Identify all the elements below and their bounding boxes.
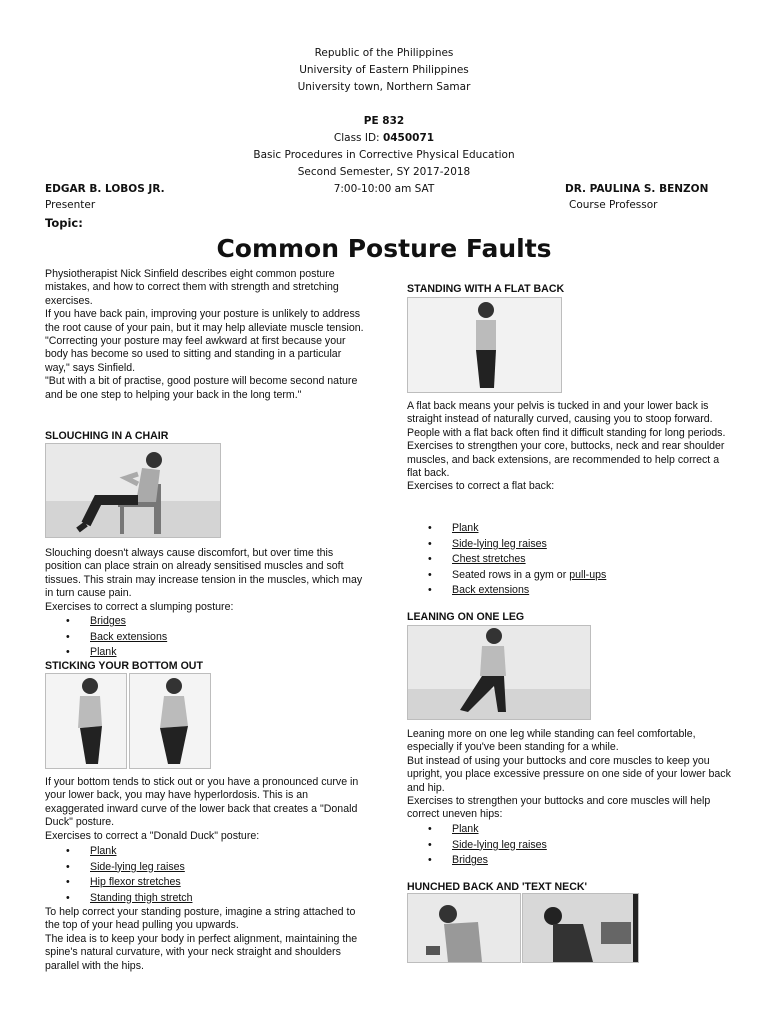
flat-back-text: A flat back means your pelvis is tucked in and your lower back is straight instead of naturally curved, causing you to stoop forward. <box>407 400 713 426</box>
one-leg-figure <box>408 626 590 719</box>
bottom-out-photo-1 <box>45 673 127 769</box>
bullet-icon: • <box>428 553 432 565</box>
slouching-heading: SLOUCHING IN A CHAIR <box>45 430 169 442</box>
bottom-out-figure-2 <box>130 674 210 768</box>
posture-tip-block <box>45 906 365 973</box>
one-leg-text-block <box>407 728 732 822</box>
exercise-link[interactable]: Chest stretches <box>452 553 526 565</box>
list-item <box>407 568 732 584</box>
slouching-exercise-list <box>45 614 365 661</box>
exercise-link[interactable]: Side-lying leg raises <box>90 860 185 873</box>
exercise-link[interactable]: Plank <box>90 646 117 658</box>
hunched-figure-1 <box>408 894 520 962</box>
exercise-link[interactable]: Side-lying leg raises <box>452 537 547 550</box>
hunched-heading: HUNCHED BACK AND 'TEXT NECK' <box>407 881 588 893</box>
one-leg-text: Exercises to strengthen your buttocks and core muscles will help correct uneven hips: <box>407 795 711 821</box>
bottom-out-text-block <box>45 776 365 843</box>
hunched-photo-2 <box>522 893 639 963</box>
exercise-link[interactable]: Side-lying leg raises <box>452 838 547 851</box>
bullet-icon: • <box>428 854 432 866</box>
exercise-link[interactable]: Plank <box>452 522 479 534</box>
pull-ups-link[interactable]: pull-ups <box>569 568 607 581</box>
exercise-text: Seated rows in a gym or <box>452 568 570 581</box>
list-item <box>45 875 365 891</box>
list-item <box>407 838 732 854</box>
exercise-link[interactable]: Plank <box>452 823 479 835</box>
bottom-out-photo-2 <box>129 673 211 769</box>
intro-paragraph: If you have back pain, improving your posture is unlikely to address the root cause of your pain, but it may help alleviate muscle tension. <box>45 308 364 334</box>
slouching-photo <box>45 443 221 538</box>
bullet-icon: • <box>66 845 70 857</box>
course-title: Basic Procedures in Corrective Physical Education <box>253 149 515 161</box>
slouching-exercises-intro: Exercises to correct a slumping posture: <box>45 600 234 613</box>
intro-block <box>45 268 365 402</box>
bottom-out-exercises-intro: Exercises to correct a "Donald Duck" posture: <box>45 829 260 842</box>
bullet-icon: • <box>428 838 432 851</box>
bullet-icon: • <box>428 537 432 550</box>
bullet-icon: • <box>66 860 70 873</box>
flat-back-heading: STANDING WITH A FLAT BACK <box>407 283 565 295</box>
intro-paragraph: "Correcting your posture may feel awkward at first because your body has become so used to sitting and standing in a particular way," says Sinfield. <box>45 335 346 374</box>
professor-name: DR. PAULINA S. BENZON <box>565 183 709 195</box>
topic-label: Topic: <box>45 216 83 230</box>
hunched-photo-1 <box>407 893 521 963</box>
list-item <box>45 614 365 630</box>
intro-paragraph: "But with a bit of practise, good posture will become second nature and be one step to helping your back in the long term." <box>45 375 358 401</box>
slouching-text-block <box>45 547 365 614</box>
list-item <box>45 891 365 907</box>
list-item <box>45 860 365 876</box>
slouching-text: Slouching doesn't always cause discomfort, but over time this position can place strain on already sensitised muscles and soft tissues. This strain may increase tension in the muscles, which may in turn cause pain. <box>45 547 363 600</box>
flat-back-photo <box>407 297 562 393</box>
bullet-icon: • <box>428 522 432 534</box>
exercise-link[interactable]: Plank <box>90 845 117 857</box>
list-item <box>407 583 732 599</box>
bullet-icon: • <box>428 584 432 596</box>
address-line: University town, Northern Samar <box>297 81 471 93</box>
exercise-link[interactable]: Bridges <box>90 615 126 627</box>
hunched-figure-2 <box>523 894 638 962</box>
class-id-value: 0450071 <box>382 132 435 144</box>
one-leg-text: Leaning more on one leg while standing can feel comfortable, especially if you've been standing for a while. <box>407 728 696 754</box>
class-id <box>0 132 768 144</box>
list-item <box>407 853 732 869</box>
intro-paragraph: Physiotherapist Nick Sinfield describes eight common posture mistakes, and how to correct them with strength and stretching exercises. <box>45 268 339 307</box>
university-line: University of Eastern Philippines <box>299 64 469 76</box>
flat-back-figure <box>408 298 561 392</box>
list-item <box>407 537 732 553</box>
slouching-figure <box>46 444 220 537</box>
list-item <box>45 844 365 860</box>
list-item <box>407 822 732 838</box>
bullet-icon: • <box>428 823 432 835</box>
republic-line: Republic of the Philippines <box>314 47 454 59</box>
bullet-icon: • <box>66 876 70 888</box>
list-item <box>45 645 365 661</box>
flat-back-exercises-intro: Exercises to correct a flat back: <box>407 480 555 493</box>
flat-back-text-block <box>407 400 732 494</box>
bullet-icon: • <box>66 615 70 627</box>
flat-back-exercise-list <box>407 521 732 599</box>
bullet-icon: • <box>428 568 432 581</box>
exercise-link[interactable]: Bridges <box>452 854 488 866</box>
one-leg-heading: LEANING ON ONE LEG <box>407 611 525 623</box>
schedule: 7:00-10:00 am SAT <box>333 183 435 195</box>
exercise-link[interactable]: Hip flexor stretches <box>90 876 181 888</box>
exercise-link[interactable]: Back extensions <box>90 630 168 643</box>
posture-tip: The idea is to keep your body in perfect alignment, maintaining the spine's natural curvature, with your neck straight and shoulders parallel with the hips. <box>45 932 358 972</box>
bottom-out-figure-1 <box>46 674 126 768</box>
one-leg-exercise-list <box>407 822 732 869</box>
bottom-out-exercise-list <box>45 844 365 906</box>
list-item <box>45 630 365 646</box>
exercise-link[interactable]: Standing thigh stretch <box>90 891 193 904</box>
presenter-role: Presenter <box>45 199 96 211</box>
class-id-label: Class ID: <box>333 132 380 144</box>
bullet-icon: • <box>66 630 70 643</box>
bullet-icon: • <box>66 646 70 658</box>
professor-role: Course Professor <box>569 199 658 211</box>
semester: Second Semester, SY 2017-2018 <box>297 166 471 178</box>
list-item <box>407 552 732 568</box>
presenter-name: EDGAR B. LOBOS JR. <box>45 183 165 195</box>
bottom-out-text: If your bottom tends to stick out or you have a pronounced curve in your lower back, you may have hyperlordosis. This is an exaggerated inward curve of the lower back that creates a "Donald Duck" posture. <box>45 776 359 829</box>
flat-back-text: Exercises to strengthen your core, buttocks, neck and rear shoulder muscles, and back extensions, are recommended to help correct a flat back. <box>407 440 725 480</box>
posture-tip: To help correct your standing posture, imagine a string attached to the top of your head pulling you upwards. <box>45 906 356 932</box>
exercise-link[interactable]: Back extensions <box>452 584 530 596</box>
course-code: PE 832 <box>363 115 405 127</box>
bullet-icon: • <box>66 891 70 904</box>
document-title: Common Posture Faults <box>216 234 552 263</box>
one-leg-text: But instead of using your buttocks and core muscles to keep you upright, you place excessive pressure on one side of your lower back and hip. <box>407 754 731 794</box>
bottom-out-heading: STICKING YOUR BOTTOM OUT <box>45 660 203 672</box>
flat-back-text: People with a flat back often find it difficult standing for long periods. <box>407 426 726 439</box>
one-leg-photo <box>407 625 591 720</box>
list-item <box>407 521 732 537</box>
